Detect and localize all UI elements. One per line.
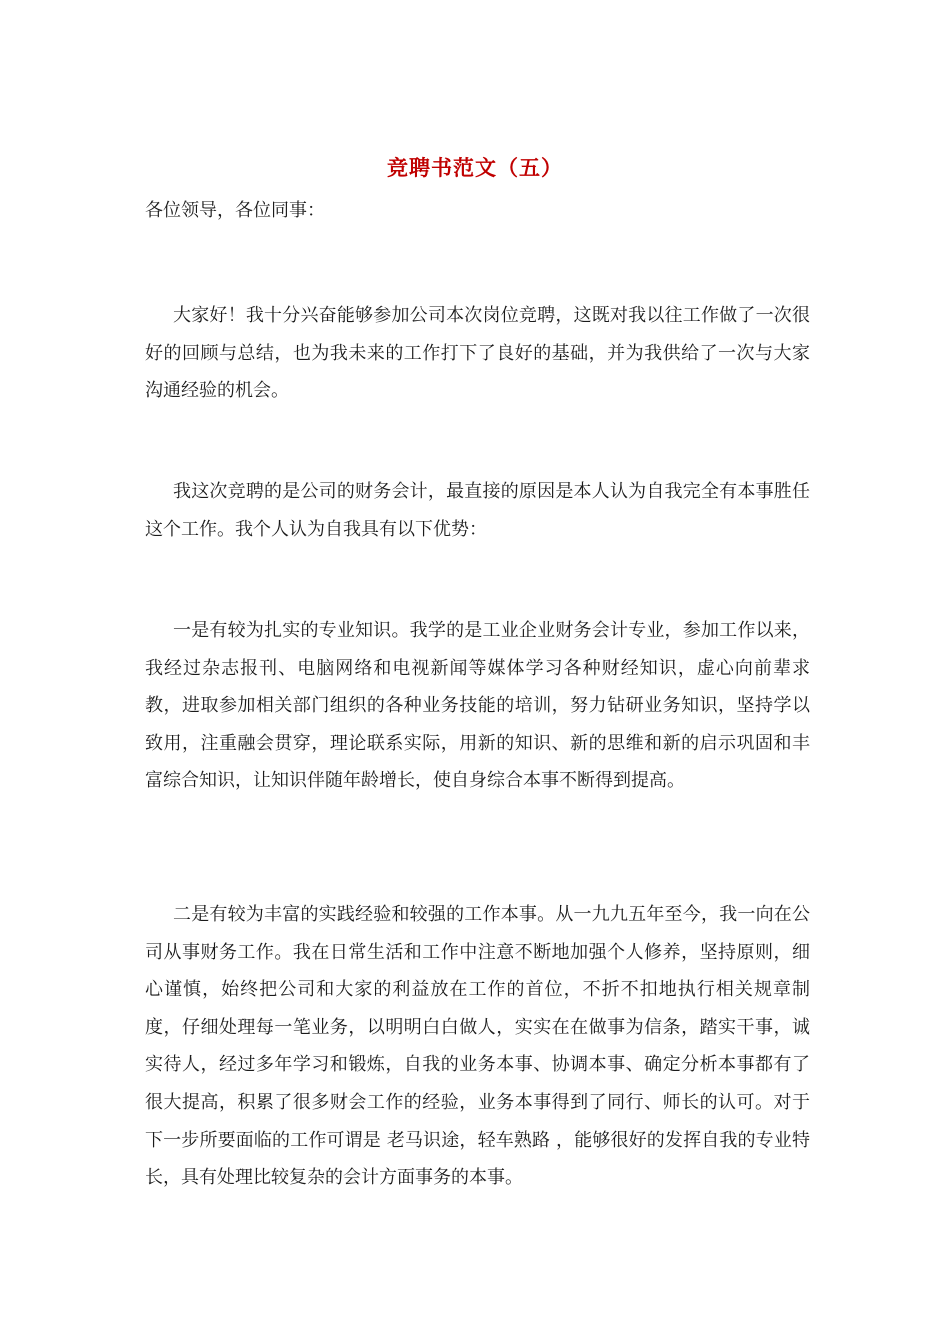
paragraph-greeting: 大家好！我十分兴奋能够参加公司本次岗位竞聘，这既对我以往工作做了一次很好的回顾与总结，也为我未来的工作打下了良好的基础，并为我供给了一次与大家沟通经验的机会。 bbox=[145, 305, 810, 402]
salutation: 各位领导，各位同事： bbox=[145, 200, 325, 221]
paragraph-position: 我这次竞聘的是公司的财务会计，最直接的原因是本人认为自我完全有本事胜任这个工作。我个人认为自我具有以下优势： bbox=[145, 481, 810, 540]
paragraph-experience: 二是有较为丰富的实践经验和较强的工作本事。从一九九五年至今，我一向在公司从事财务工作。我在日常生活和工作中注意不断地加强个人修养，坚持原则，细心谨慎，始终把公司和大家的利益放在工作的首位，不折不扣地执行相关规章制度，仔细处理每一笔业务，以明明白白做人，实实在在做事为信条，踏实干事，诚实待人，经过多年学习和锻炼，自我的业务本事、协调本事、确定分析本事都有了很大提高，积累了很多财会工作的经验，业务本事得到了同行、师长的认可。对于下一步所要面临的工作可谓是 老马识途，轻车熟路 ，能够很好的发挥自我的专业特长，具有处理比较复杂的会计方面事务的本事。 bbox=[145, 904, 810, 1189]
document-title: 竞聘书范文（五） bbox=[387, 155, 563, 180]
paragraph-knowledge: 一是有较为扎实的专业知识。我学的是工业企业财务会计专业，参加工作以来，我经过杂志报刊、电脑网络和电视新闻等媒体学习各种财经知识，虚心向前辈求教，进取参加相关部门组织的各种业务技能的培训，努力钻研业务知识，坚持学以致用，注重融会贯穿，理论联系实际，用新的知识、新的思维和新的启示巩固和丰富综合知识，让知识伴随年龄增长，使自身综合本事不断得到提高。 bbox=[145, 620, 810, 792]
